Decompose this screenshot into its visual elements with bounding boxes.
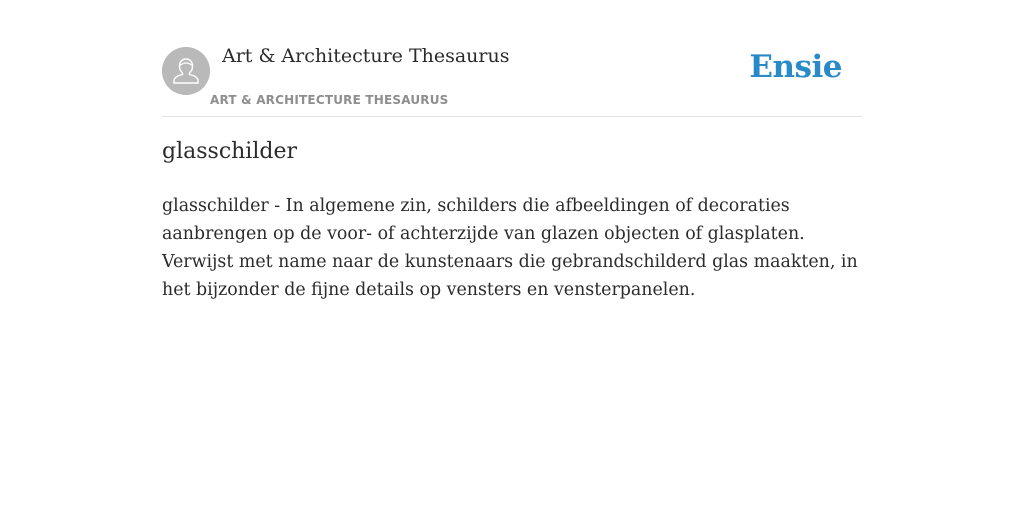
source-subtitle: ART & ARCHITECTURE THESAURUS [210,93,449,107]
entry-term: glasschilder [162,139,297,164]
user-silhouette-icon[interactable] [162,47,210,95]
source-title-link[interactable]: Art & Architecture Thesaurus [222,45,510,67]
ensie-logo[interactable]: Ensie [749,49,842,85]
entry-definition: glasschilder - In algemene zin, schilders die afbeeldingen of decoraties aanbrengen op de voor- of achterzijde van glazen objecten of glasplaten. Verwijst met name naar de kunstenaars die gebrandschilderd glas maakten, in het bijzonder de fijne details op vensters en vensterpanelen. [162,196,858,300]
source-header [162,40,862,117]
